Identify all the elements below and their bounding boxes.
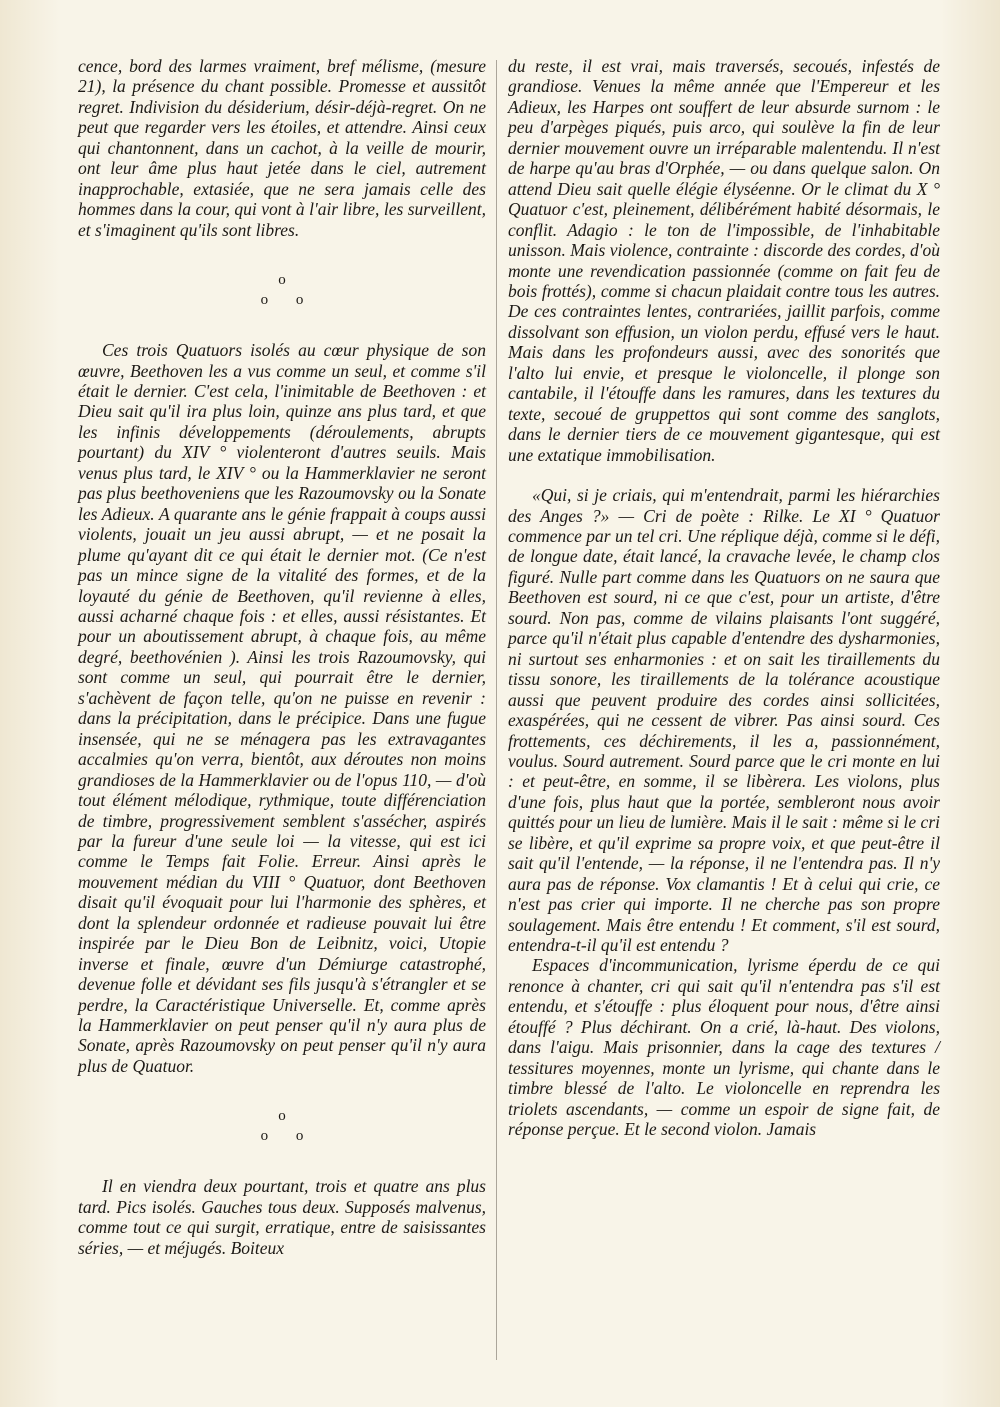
separator-mark: o o: [260, 292, 316, 309]
spacer: [78, 1146, 486, 1176]
separator-mark: o o: [260, 1128, 316, 1145]
spacer: [78, 310, 486, 340]
separator-mark: o: [278, 272, 286, 289]
separator-mark: o: [278, 1108, 286, 1125]
right-column: [508, 56, 940, 1140]
section-separator: [78, 270, 486, 310]
paragraph: cence, bord des larmes vraiment, bref mélisme, (mesure 21), la présence du chant possible. Promesse et aussitôt regret. Indivision du désiderium, désir-déjà-regret. On ne peut que regarder vers les étoiles, et attendre. Ainsi ceux qui chantonnent, dans un cachot, à la veille de mourir, ont leur âme plus haut jetée dans le ciel, autrement inapprochable, extasiée, que ne sera jamais celle des hommes dans la cour, qui vont à l'air libre, les surveillent, et s'imaginent qu'ils sont libres.: [78, 56, 486, 240]
paragraph: Espaces d'incommunication, lyrisme éperdu de ce qui renonce à chanter, cri qui sait qu'il n'entendra pas s'il est entendu, et s'étouffe : plus éloquent pour nous, d'être ainsi étouffé ? Plus déchirant. On a crié, là-haut. Des violons, dans l'aigu. Mais prisonnier, dans la cage des textures / tessitures moyennes, monte un lyrisme, qui chante dans le timbre blessé de l'alto. Le violoncelle en reprendra les triolets ascendants, — comme un espoir de signe fait, de réponse perçue. Et le second violon. Jamais: [508, 955, 940, 1140]
paragraph: du reste, il est vrai, mais traversés, secoués, infestés de grandiose. Venues la même année que l'Empereur et les Adieux, les Harpes ont souffert de leur absurde surnom : le peu d'arpèges piqués, puis arco, qui soulève la fin de leur dernier mouvement ouvre un irréparable malentendu. Il n'est de harpe qu'au bras d'Orphée, — ou dans quelque salon. On attend Dieu sait quelle élégie élyséenne. Or le climat du X ° Quatuor c'est, pleinement, délibérément habité désormais, le conflit. Adagio : le ton de l'impossible, de l'inhabitable unisson. Mais violence, contrainte : discorde des cordes, d'où monte une revendication passionnée (comme on fait feu de bois frottés), comme si chacun plaidait contre tous les autres. De ces contraintes lentes, contrariées, jaillit parfois, comme dissolvant son effusion, un violon perdu, effusé vers le haut. Mais dans les profondeurs aussi, avec des sonorités que l'alto lui envie, et presque le violoncelle, il plonge son cantabile, il l'étouffe dans les ramures, dans les textures du texte, secoué de gruppettos qui sont comme des sanglots, dans le dernier tiers de ce mouvement gigantesque, qui est une extatique immobilisation.: [508, 56, 940, 465]
spacer: [508, 465, 940, 485]
paragraph: «Qui, si je criais, qui m'entendrait, parmi les hiérarchies des Anges ?» — Cri de poète : Rilke. Le XI ° Quatuor commence par un tel cri. Une réplique déjà, comme si le défi, de longue date, était lancé, la cravache levée, le champ clos figuré. Nulle part comme dans les Quatuors on ne saura que Beethoven est sourd, ni ce que c'est, pour un artiste, d'être sourd. Non pas, comme de vilains plaisants l'ont suggéré, parce qu'il n'était plus capable d'entendre des dysharmonies, ni surtout ses enharmonies : et on sait les tiraillements du tissu sonore, les tiraillements de la tolérance acoustique aussi que peuvent produire des cordes ainsi sollicitées, exaspérées, qui ne cessent de vibrer. Pas ainsi sourd. Ces frottements, ces déchirements, il les a, passionnément, voulus. Sourd autrement. Sourd parce que le cri monte en lui : et peut-être, en somme, il se libèrera. Les violons, plus d'une fois, plus haut que la portée, sembleront nous avoir quittés pour un lieu de lumière. Mais il le sait : même si le cri se libère, et qu'il exprime sa propre voix, et que peut-être il sait qu'il l'entende, — la réponse, il ne l'entendra pas. Il n'y aura pas de réponse. Vox clamantis ! Et à celui qui crie, ce n'est pas crier qui importe. Il ne cherche pas son propre soulagement. Mais être entendu ! Et comment, s'il est sourd, entendra-t-il qu'il est entendu ?: [508, 485, 940, 956]
left-column: [78, 56, 486, 1258]
spacer: [78, 240, 486, 270]
spacer: [78, 1076, 486, 1106]
paragraph: Ces trois Quatuors isolés au cœur physique de son œuvre, Beethoven les a vus comme un seul, et comme s'il était le dernier. C'est cela, l'inimitable de Beethoven : et Dieu sait qu'il ira plus loin, quinze ans plus tard, et que les infinis développements (déroulements, abrupts pourtant) du XIV ° violenteront d'autres seuils. Mais venus plus tard, le XIV ° ou la Hammerklavier ne seront pas plus beethoveniens que les Razoumovsky ou la Sonate les Adieux. A quarante ans le génie frappait à coups aussi violents, jouait un jeu aussi abrupt, — et ne posait la plume qu'ayant dit ce qui était le dernier mot. (Ce n'est pas un mince signe de la vitalité des formes, et de la loyauté du génie de Beethoven, qu'il revienne à elles, aussi acharné chaque fois : et elles, aussi résistantes. Et pour un aboutissement abrupt, à chaque fois, au même degré, beethovénien ). Ainsi les trois Razoumovsky, qui sont comme un seul, qui pourrait être le dernier, s'achèvent de façon telle, qu'on ne puisse en revenir : dans la précipitation, dans le précipice. Dans une fugue insensée, qui ne se ménagera pas les extravagantes accalmies qu'on verra, bientôt, aux déroutes non moins grandioses de la Hammerklavier ou de l'opus 110, — d'où tout élément mélodique, rythmique, toute différenciation de timbre, progressivement semblent s'assécher, aspirés par la fureur d'une seule loi — la vitesse, qui est ici comme le Temps fait Folie. Erreur. Ainsi après le mouvement médian du VIII ° Quatuor, dont Beethoven disait qu'il évoquait pour lui l'harmonie des sphères, et dont la splendeur ordonnée et radieuse pouvait lui être inspirée par le Dieu Bon de Leibnitz, voici, Utopie inverse et finale, œuvre d'un Démiurge catastrophé, devenue folle et dévidant ses fils jusqu'à s'étrangler et se perdre, la Caractéristique Universelle. Et, comme après la Hammerklavier on peut penser qu'il n'y aura plus de Sonate, après Razoumovsky on peut penser qu'il n'y aura plus de Quatuor.: [78, 340, 486, 1076]
section-separator: [78, 1106, 486, 1146]
paragraph: Il en viendra deux pourtant, trois et quatre ans plus tard. Pics isolés. Gauches tous deux. Supposés malvenus, comme tout ce qui surgit, erratique, entre de saisissantes séries, — et méjugés. Boiteux: [78, 1176, 486, 1258]
column-divider: [496, 60, 497, 1360]
